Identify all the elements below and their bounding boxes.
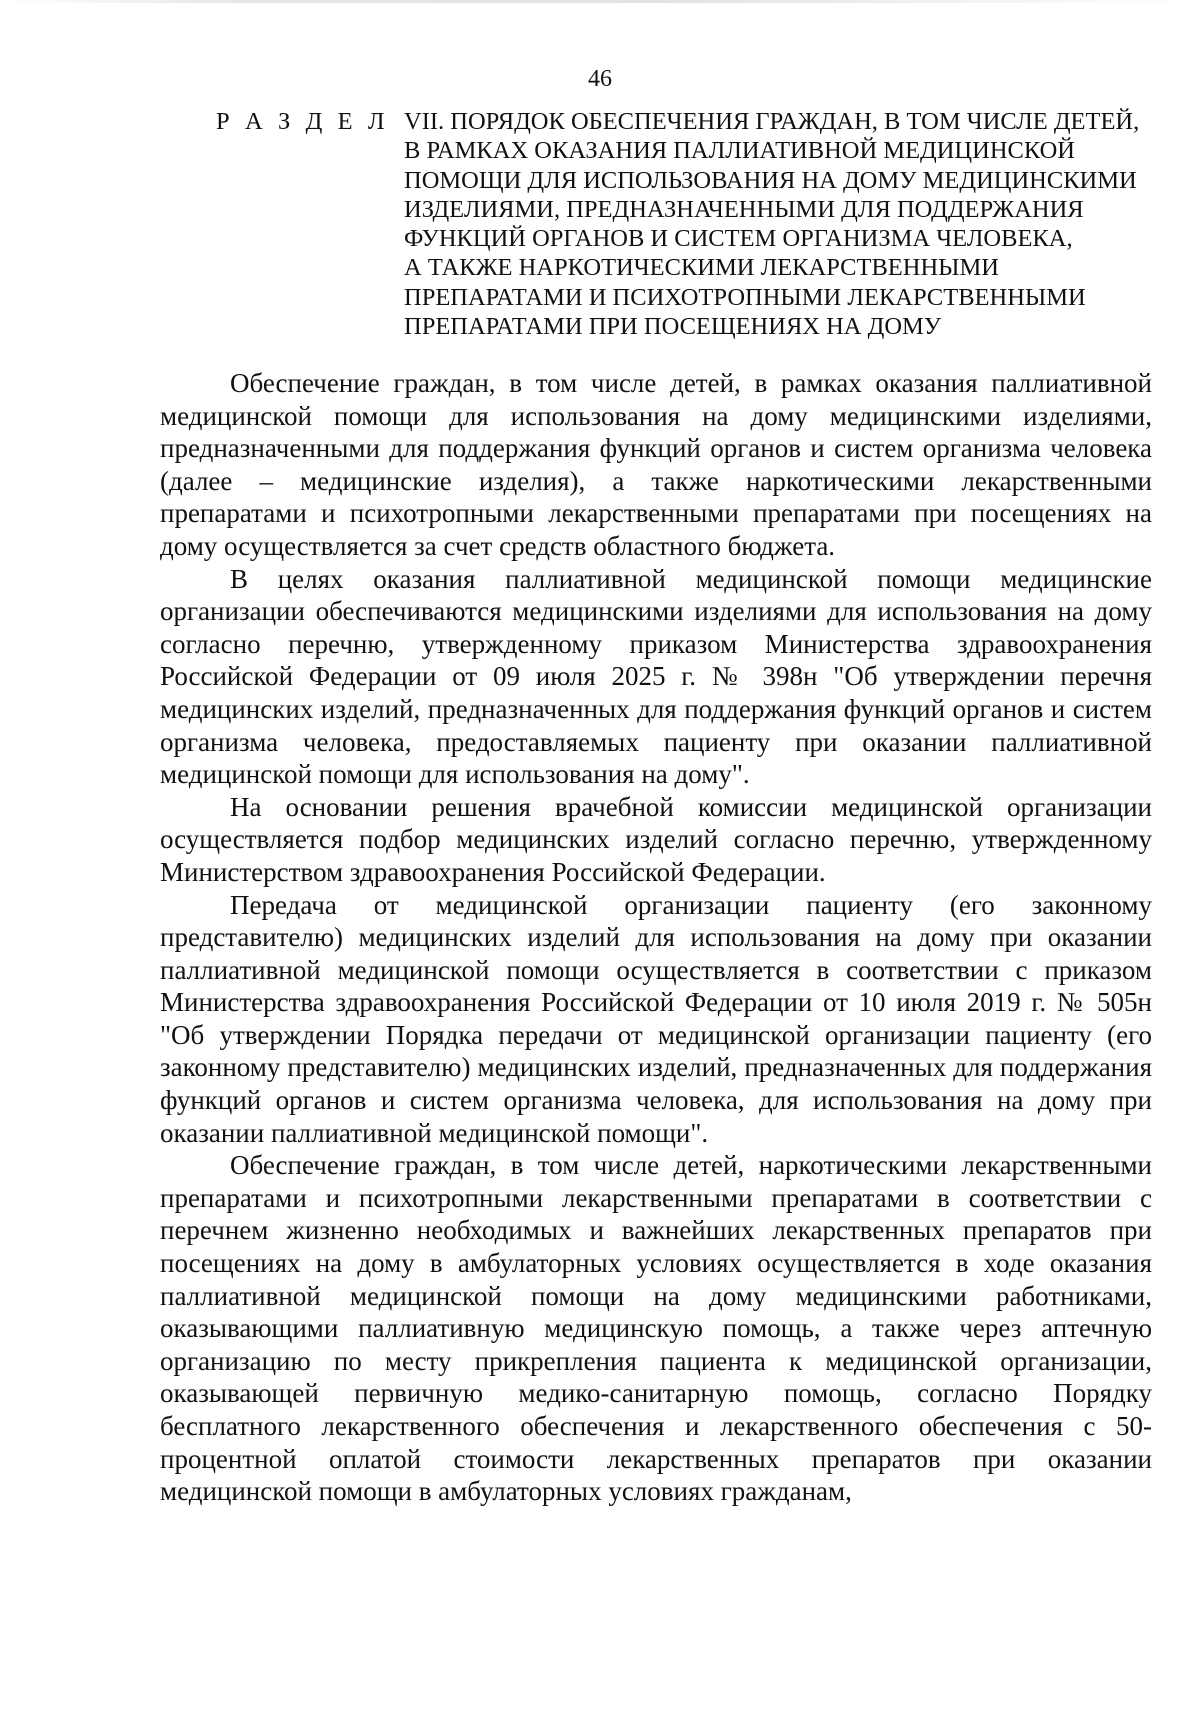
section-title-line: ПОМОЩИ ДЛЯ ИСПОЛЬЗОВАНИЯ НА ДОМУ МЕДИЦИНСКИМИ	[404, 166, 1137, 194]
paragraph: Обеспечение граждан, в том числе детей, наркотическими лекарственными препаратами и психотропными лекарственными препаратами в соответствии с перечнем жизненно необходимых и важнейших лекарственных препаратов при посещениях на дому в амбулаторных условиях осуществляется в ходе оказания паллиативной медицинской помощи на дому медицинскими работниками, оказывающими паллиативную медицинскую помощь, а также через аптечную организацию по месту прикрепления пациента к медицинской организации, оказывающей первичную медико-санитарную помощь, согласно Порядку бесплатного лекарственного обеспечения и лекарственного обеспечения с 50-процентной оплатой стоимости лекарственных препаратов при оказании медицинской помощи в амбулаторных условиях гражданам,	[160, 1150, 1152, 1507]
section-title	[404, 107, 1154, 341]
section-title-line: ФУНКЦИЙ ОРГАНОВ И СИСТЕМ ОРГАНИЗМА ЧЕЛОВЕКА,	[404, 225, 1073, 253]
paragraph: На основании решения врачебной комиссии медицинской организации осуществляется подбор медицинских изделий согласно перечню, утвержденному Министерством здравоохранения Российской Федерации.	[160, 791, 1152, 887]
paragraph: Передача от медицинской организации пациенту (его законному представителю) медицинских изделий для использования на дому при оказании паллиативной медицинской помощи осуществляется в соответствии с приказом Министерства здравоохранения Российской Федерации от 10 июля 2019 г. № 505н "Об утверждении Порядка передачи от медицинской организации пациенту (его законному представителю) медицинских изделий, предназначенных для поддержания функций органов и систем организма человека, для использования на дому при оказании паллиативной медицинской помощи".	[160, 889, 1152, 1148]
section-title-line: ПРЕПАРАТАМИ ПРИ ПОСЕЩЕНИЯХ НА ДОМУ	[404, 313, 942, 341]
section-prefix: Р А З Д Е Л	[216, 108, 390, 135]
paragraph: Обеспечение граждан, в том числе детей, в рамках оказания паллиативной медицинской помощи для использования на дому медицинскими изделиями, предназначенными для поддержания функций органов и систем организма человека (далее – медицинские изделия), а также наркотическими лекарственными препаратами и психотропными лекарственными препаратами при посещениях на дому осуществляется за счет средств областного бюджета.	[160, 368, 1152, 561]
scan-top-edge	[0, 0, 1200, 3]
section-title-line: VII. ПОРЯДОК ОБЕСПЕЧЕНИЯ ГРАЖДАН, В ТОМ ЧИСЛЕ ДЕТЕЙ,	[404, 108, 1140, 135]
section-title-line: ИЗДЕЛИЯМИ, ПРЕДНАЗНАЧЕННЫМИ ДЛЯ ПОДДЕРЖАНИЯ	[404, 195, 1084, 223]
paragraph: В целях оказания паллиативной медицинской помощи медицинские организации обеспечиваются медицинскими изделиями для использования на дому согласно перечню, утвержденному приказом Министерства здравоохранения Российской Федерации от 09 июля 2025 г. № 398н "Об утверждении перечня медицинских изделий, предназначенных для поддержания функций органов и систем организма человека, предоставляемых пациенту при оказании паллиативной медицинской помощи для использования на дому".	[160, 563, 1152, 790]
page-number: 46	[588, 66, 612, 92]
section-title-line: В РАМКАХ ОКАЗАНИЯ ПАЛЛИАТИВНОЙ МЕДИЦИНСКОЙ	[404, 137, 1075, 165]
section-title-line: А ТАКЖЕ НАРКОТИЧЕСКИМИ ЛЕКАРСТВЕННЫМИ	[404, 254, 999, 282]
section-title-line: ПРЕПАРАТАМИ И ПСИХОТРОПНЫМИ ЛЕКАРСТВЕННЫМИ	[404, 283, 1086, 311]
body-text	[160, 367, 1152, 1508]
